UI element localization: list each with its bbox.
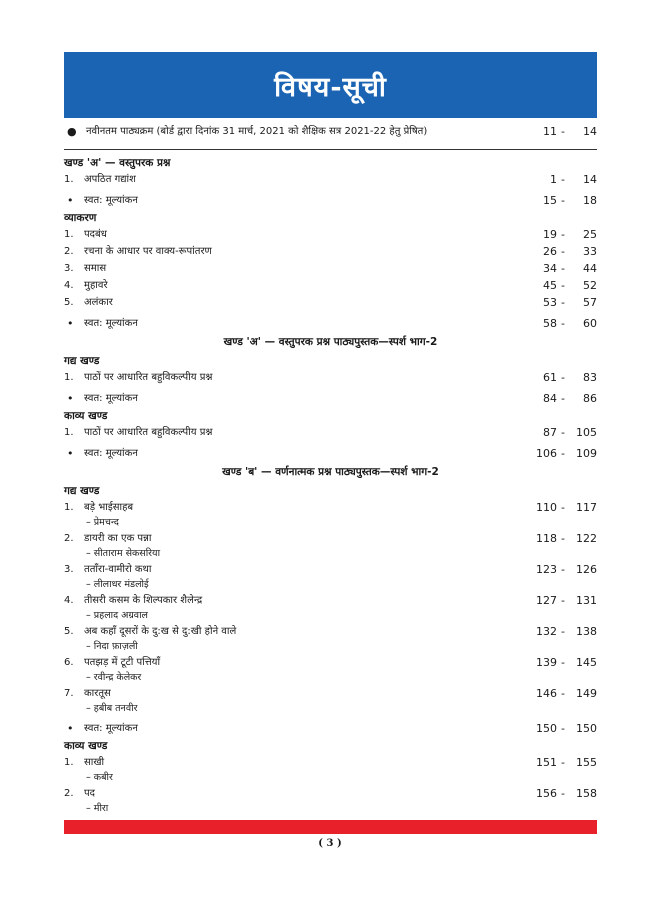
page-range: 110 - 117 bbox=[536, 501, 597, 514]
toc-row[interactable]: 1. साखी 151 - 155 bbox=[64, 756, 597, 769]
page-range: 15 - 18 bbox=[543, 194, 597, 207]
subsection-heading: काव्य खण्ड bbox=[64, 740, 108, 752]
page-range: 151 - 155 bbox=[536, 756, 597, 769]
author-line: – रवीन्द्र केलेकर bbox=[86, 672, 142, 683]
toc-row-self-assessment[interactable]: • स्वत: मूल्यांकन 15 - 18 bbox=[67, 194, 597, 207]
toc-row-syllabus[interactable] bbox=[64, 120, 597, 144]
toc-row[interactable]: 2. पद 156 - 158 bbox=[64, 787, 597, 800]
subsection-heading: गद्य खण्ड bbox=[64, 355, 100, 367]
toc-row[interactable]: 5. अलंकार 53 - 57 bbox=[64, 296, 597, 309]
toc-row[interactable]: 4. तीसरी कसम के शिल्पकार शैलेन्द्र 127 - 131 bbox=[64, 594, 597, 607]
author-line: – निदा फ़ाज़ली bbox=[86, 641, 138, 652]
author-line: – प्रेमचन्द bbox=[86, 517, 119, 528]
page-range: 156 - 158 bbox=[536, 787, 597, 800]
page-range: 58 - 60 bbox=[543, 317, 597, 330]
toc-row-self-assessment[interactable]: • स्वत: मूल्यांकन 150 - 150 bbox=[67, 722, 597, 735]
toc-row[interactable]: 1. पाठों पर आधारित बहुविकल्पीय प्रश्न 61 - 83 bbox=[64, 371, 597, 384]
toc-row[interactable]: 1. अपठित गद्यांश 1 - 14 bbox=[64, 173, 597, 186]
toc-row-self-assessment[interactable]: • स्वत: मूल्यांकन 106 - 109 bbox=[67, 447, 597, 460]
toc-row[interactable]: 4. मुहावरे 45 - 52 bbox=[64, 279, 597, 292]
page-range: 106 - 109 bbox=[536, 447, 597, 460]
page-title: विषय-सूची bbox=[274, 71, 387, 103]
title-banner bbox=[64, 52, 597, 118]
author-line: – लीलाधर मंडलोई bbox=[86, 579, 149, 590]
section-heading-centered: खण्ड 'अ' — वस्तुपरक प्रश्न पाठ्यपुस्तक—स्पर्श भाग-2 bbox=[223, 336, 438, 348]
page-range: 123 - 126 bbox=[536, 563, 597, 576]
page-range: 150 - 150 bbox=[536, 722, 597, 735]
author-line: – हबीब तनवीर bbox=[86, 703, 138, 714]
toc-row[interactable]: 7. कारतूस 146 - 149 bbox=[64, 687, 597, 700]
toc-row[interactable]: 1. बड़े भाईसाहब 110 - 117 bbox=[64, 501, 597, 514]
page-range: 127 - 131 bbox=[536, 594, 597, 607]
toc-row[interactable]: 1. पदबंध 19 - 25 bbox=[64, 228, 597, 241]
page-range: 84 - 86 bbox=[543, 392, 597, 405]
toc-row[interactable]: 3. तताँरा-वामीरो कथा 123 - 126 bbox=[64, 563, 597, 576]
divider bbox=[64, 149, 597, 150]
author-line: – सीताराम सेकसरिया bbox=[86, 548, 161, 559]
page-range: 34 - 44 bbox=[543, 262, 597, 275]
page-range: 146 - 149 bbox=[536, 687, 597, 700]
toc-text: नवीनतम पाठ्यक्रम (बोर्ड द्वारा दिनांक 31 मार्च, 2021 को शैक्षिक सत्र 2021-22 हेतु प्रेषित) bbox=[86, 126, 428, 137]
section-heading-centered: खण्ड 'ब' — वर्णनात्मक प्रश्न पाठ्यपुस्तक—स्पर्श भाग-2 bbox=[222, 466, 439, 478]
toc-row-self-assessment[interactable]: • स्वत: मूल्यांकन 84 - 86 bbox=[67, 392, 597, 405]
toc-row[interactable]: 6. पतझड़ में टूटी पत्तियाँ 139 - 145 bbox=[64, 656, 597, 669]
page-range: 19 - 25 bbox=[543, 228, 597, 241]
footer-red-bar bbox=[64, 820, 597, 834]
author-line: – कबीर bbox=[86, 772, 113, 783]
page-range: 139 - 145 bbox=[536, 656, 597, 669]
toc-row[interactable]: 2. रचना के आधार पर वाक्य-रूपांतरण 26 - 33 bbox=[64, 245, 597, 258]
author-line: – मीरा bbox=[86, 803, 109, 814]
page-range: 1 - 14 bbox=[550, 173, 597, 186]
page-range: 61 - 83 bbox=[543, 371, 597, 384]
page-range: 132 - 138 bbox=[536, 625, 597, 638]
page-range: 53 - 57 bbox=[543, 296, 597, 309]
subsection-heading: काव्य खण्ड bbox=[64, 410, 108, 422]
page-range: 26 - 33 bbox=[543, 245, 597, 258]
page-range: 87 - 105 bbox=[543, 426, 597, 439]
page-range: 118 - 122 bbox=[536, 532, 597, 545]
table-of-contents bbox=[64, 120, 597, 816]
author-line: – प्रहलाद अग्रवाल bbox=[86, 610, 148, 621]
section-heading: व्याकरण bbox=[64, 212, 97, 224]
toc-row[interactable]: 2. डायरी का एक पन्ना 118 - 122 bbox=[64, 532, 597, 545]
toc-row[interactable]: 1. पाठों पर आधारित बहुविकल्पीय प्रश्न 87 - 105 bbox=[64, 426, 597, 439]
toc-row-self-assessment[interactable]: • स्वत: मूल्यांकन 58 - 60 bbox=[67, 317, 597, 330]
bullet-icon: ● bbox=[67, 125, 77, 138]
page-range: 11 - 14 bbox=[543, 125, 597, 138]
section-heading: खण्ड 'अ' — वस्तुपरक प्रश्न bbox=[64, 157, 171, 169]
toc-row[interactable]: 5. अब कहाँ दूसरों के दु:ख से दु:खी होने वाले 132 - 138 bbox=[64, 625, 597, 638]
toc-row[interactable]: 3. समास 34 - 44 bbox=[64, 262, 597, 275]
subsection-heading: गद्य खण्ड bbox=[64, 485, 100, 497]
page-range: 45 - 52 bbox=[543, 279, 597, 292]
page-number: ( 3 ) bbox=[318, 838, 342, 849]
